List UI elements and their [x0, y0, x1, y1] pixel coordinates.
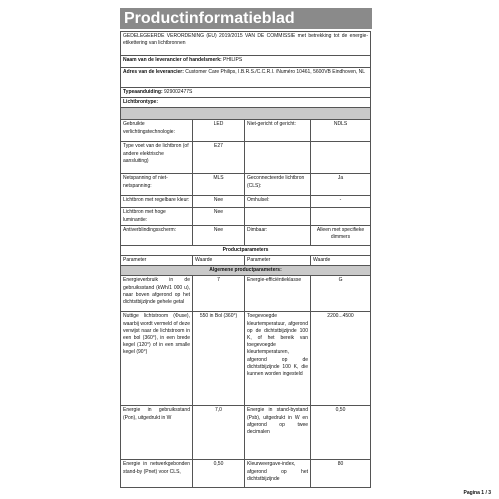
type-value: - — [311, 196, 371, 208]
column-header: Parameter — [245, 256, 311, 266]
type-value: Nee — [193, 196, 245, 208]
parameter-label: Energie in gebruiksstand (Pon), uitgedrukt in W — [121, 406, 193, 460]
type-label: Gebruikte verlichtingstechnologie: — [121, 120, 193, 142]
section-spacer — [121, 108, 371, 120]
parameter-label: Energie-efficiëntieklasse — [245, 276, 311, 312]
supplier-name-row — [121, 56, 371, 68]
regulation-intro: GEDELEGEERDE VERORDENING (EU) 2019/2015 VAN DE COMMISSIE met betrekking tot de energie-etikettering van lichtbronnen — [121, 32, 371, 56]
type-label: Type voet van de lichtbron (of andere elektrische aansluiting) — [121, 142, 193, 174]
column-header: Parameter — [121, 256, 193, 266]
parameter-value: 7,0 — [193, 406, 245, 460]
type-value: Alleen met specifieke dimmers — [311, 225, 371, 245]
parameter-row — [121, 276, 371, 312]
type-value: Ja — [311, 174, 371, 196]
product-parameters-title: Productparameters — [121, 245, 371, 255]
parameter-label: Kleurweergave-index, afgerond op het dichtstbijzijnde — [245, 460, 311, 488]
general-parameters-heading: Algemene productparameters: — [121, 266, 371, 276]
supplier-address-label: Adres van de leverancier: — [123, 69, 184, 75]
type-value: NDLS — [311, 120, 371, 142]
type-row — [121, 120, 371, 142]
model-value: 929002477S — [164, 89, 193, 95]
type-label: Niet-gericht of gericht: — [245, 120, 311, 142]
type-value: MLS — [193, 174, 245, 196]
type-row — [121, 174, 371, 196]
parameter-value: 2200...4500 — [311, 312, 371, 406]
parameter-value: 0,50 — [193, 460, 245, 488]
type-value: LED — [193, 120, 245, 142]
parameter-row — [121, 406, 371, 460]
parameter-value: 550 in Bol (360°) — [193, 312, 245, 406]
page-number: Pagina 1 / 3 — [463, 490, 491, 496]
type-row — [121, 208, 371, 225]
column-header: Waarde — [193, 256, 245, 266]
type-label — [245, 142, 311, 174]
type-value: E27 — [193, 142, 245, 174]
type-label: Geconnecteerde lichtbron (CLS): — [245, 174, 311, 196]
parameters-header-row — [121, 256, 371, 266]
type-label: Lichtbron met hoge luminantie: — [121, 208, 193, 225]
supplier-name-label: Naam van de leverancier of handelsmerk: — [123, 57, 222, 63]
type-label: Omhulsel: — [245, 196, 311, 208]
type-label: Netspanning of niet-netspanning: — [121, 174, 193, 196]
type-row — [121, 142, 371, 174]
parameter-label: Energie in netwerkgebonden stand-by (Pnet) voor CLS, — [121, 460, 193, 488]
parameter-label: Energieverbruik in de gebruiksstand (kWh/1 000 u), naar boven afgerond op het dichtstbijzijnde gehele getal — [121, 276, 193, 312]
type-label: Lichtbron met regelbare kleur: — [121, 196, 193, 208]
type-value: Nee — [193, 208, 245, 225]
type-value — [311, 208, 371, 225]
type-label: Antiverblindingsscherm: — [121, 225, 193, 245]
parameter-label: Energie in stand-bystand (Psb), uitgedrukt in W en afgerond op twee decimalen — [245, 406, 311, 460]
column-header: Waarde — [311, 256, 371, 266]
model-identifier-row — [121, 88, 371, 98]
type-label — [245, 208, 311, 225]
light-source-type-label: Lichtbrontype: — [121, 98, 371, 108]
model-label: Typeaanduiding: — [123, 89, 163, 95]
info-table — [120, 31, 371, 488]
type-label: Dimbaar: — [245, 225, 311, 245]
supplier-address-row — [121, 68, 371, 88]
parameter-label: Toegevoegde kleurtemperatuur, afgerond op de dichtstbijzijnde 100 K, of het bereik van toegevoegde kleurtemperaturen, afgerond op de dichtstbijzijnde 100 K, die kunnen worden ingesteld — [245, 312, 311, 406]
parameter-value: G — [311, 276, 371, 312]
parameter-value: 80 — [311, 460, 371, 488]
parameter-row — [121, 312, 371, 406]
supplier-address-value: Customer Care Philips, I.B.R.S./C.C.R.I. /Numéro 10461, 5600VB Eindhoven, NL — [185, 69, 366, 75]
parameter-label: Nuttige lichtstroom (Φuse), waarbij wordt vermeld of deze verwijst naar de lichtstroom in een bol (360°), in een brede kegel (120°) of in een smalle kegel (90°) — [121, 312, 193, 406]
parameter-value: 7 — [193, 276, 245, 312]
parameter-row — [121, 460, 371, 488]
supplier-name-value: PHILIPS — [223, 57, 243, 63]
type-row — [121, 196, 371, 208]
parameter-value: 0,50 — [311, 406, 371, 460]
type-value: Nee — [193, 225, 245, 245]
type-value — [311, 142, 371, 174]
type-row — [121, 225, 371, 245]
page-title: Productinformatieblad — [120, 8, 372, 29]
